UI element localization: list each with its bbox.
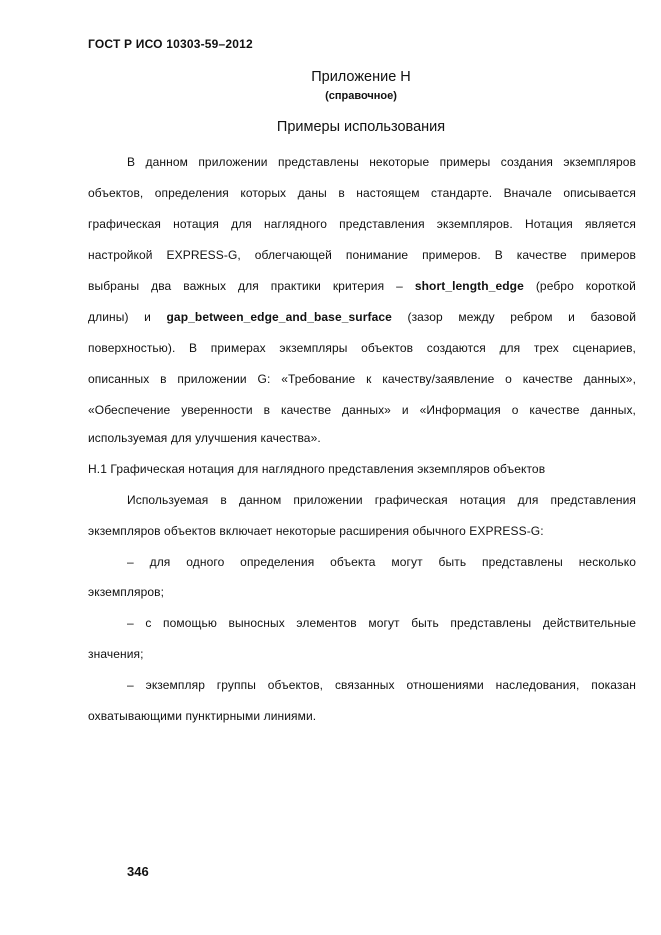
page-number: 346 [127, 864, 149, 879]
text-line: «Обеспечение уверенности в качестве данных» и «Информация о качестве данных, [88, 403, 636, 417]
list-item-continuation: охватывающими пунктирными линиями. [88, 709, 317, 723]
section-title: Примеры использования [276, 119, 446, 135]
text-span: (зазор между ребром и базовой [391, 310, 636, 324]
text-line: объектов, определения которых даны в настоящем стандарте. Вначале описывается [88, 186, 636, 200]
text-line: Используемая в данном приложении графическая нотация для представления [127, 493, 636, 507]
text-span: длины) и [88, 310, 167, 324]
list-item: – экземпляр группы объектов, связанных отношениями наследования, показан [127, 678, 636, 692]
text-line: экземпляров объектов включает некоторые расширения обычного EXPRESS-G: [88, 524, 544, 538]
appendix-title: Приложение Н [311, 69, 411, 85]
text-line: графическая нотация для наглядного представления экземпляров. Нотация является [88, 217, 636, 231]
document-code: ГОСТ Р ИСО 10303-59–2012 [88, 37, 253, 51]
appendix-subtitle: (справочное) [325, 90, 397, 102]
text-line: используемая для улучшения качества». [88, 431, 321, 445]
term-gap-between-edge: gap_between_edge_and_base_surface [166, 310, 392, 324]
list-item: – для одного определения объекта могут быть представлены несколько [127, 555, 636, 569]
list-item: – с помощью выносных элементов могут быть представлены действительные [127, 616, 636, 630]
term-short-length-edge: short_length_edge [414, 279, 524, 293]
text-span: (ребро короткой [523, 279, 636, 293]
text-line [88, 279, 636, 293]
text-line: настройкой EXPRESS-G, облегчающей понимание примеров. В качестве примеров [88, 248, 636, 262]
text-line: поверхностью). В примерах экземпляры объектов создаются для трех сценариев, [88, 341, 636, 355]
text-span: выбраны два важных для практики критерия – [88, 279, 415, 293]
subsection-heading: Н.1 Графическая нотация для наглядного представления экземпляров объектов [88, 462, 546, 476]
text-line: описанных в приложении G: «Требование к качеству/заявление о качестве данных», [88, 372, 636, 386]
text-line: В данном приложении представлены некоторые примеры создания экземпляров [127, 155, 636, 169]
text-line [88, 310, 636, 324]
list-item-continuation: экземпляров; [88, 585, 165, 599]
list-item-continuation: значения; [88, 647, 144, 661]
